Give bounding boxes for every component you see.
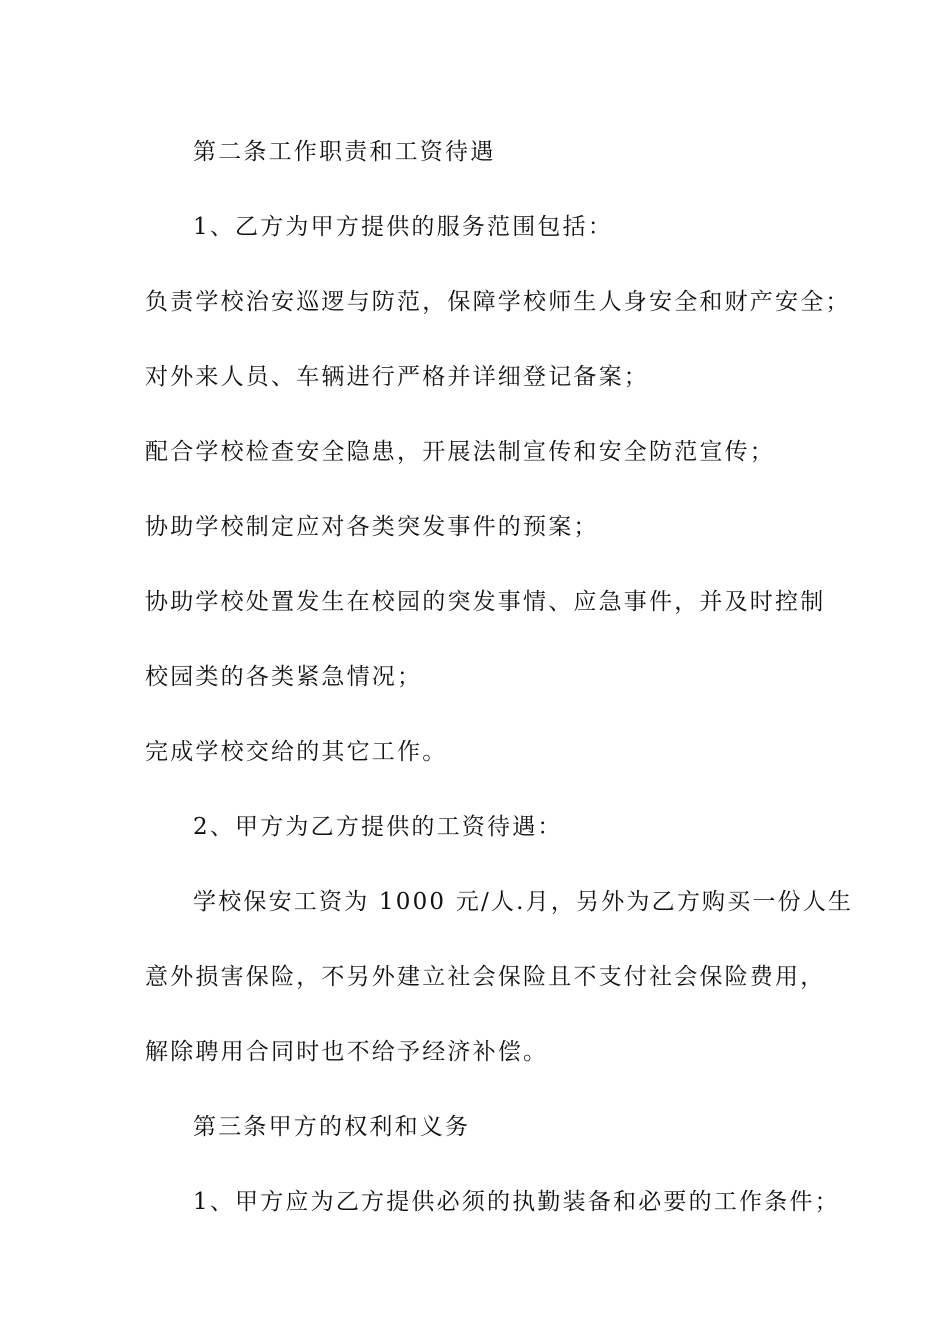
- paragraph-line: 意外损害保险，不另外建立社会保险且不支付社会保险费用，: [145, 964, 826, 990]
- list-item: 协助学校制定应对各类突发事件的预案；: [145, 514, 599, 540]
- list-item-continuation: 校园类的各类紧急情况；: [145, 664, 423, 690]
- section-heading-article-2: 第二条工作职责和工资待遇: [193, 139, 496, 165]
- clause-heading-service-scope: 1、乙方为甲方提供的服务范围包括：: [193, 214, 614, 240]
- section-heading-article-3: 第三条甲方的权利和义务: [193, 1114, 471, 1140]
- clause-party-a-equipment: 1、甲方应为乙方提供必须的执勤装备和必要的工作条件；: [193, 1189, 840, 1215]
- list-item: 配合学校检查安全隐患，开展法制宣传和安全防范宣传；: [145, 439, 775, 465]
- list-item: 协助学校处置发生在校园的突发事情、应急事件，并及时控制: [145, 589, 826, 615]
- list-item: 完成学校交给的其它工作。: [145, 739, 448, 765]
- paragraph-line: 学校保安工资为 1000 元/人.月，另外为乙方购买一份人生: [193, 889, 854, 915]
- paragraph-line: 解除聘用合同时也不给予经济补偿。: [145, 1039, 549, 1065]
- list-item: 对外来人员、车辆进行严格并详细登记备案；: [145, 364, 649, 390]
- clause-heading-salary: 2、甲方为乙方提供的工资待遇：: [193, 814, 563, 840]
- list-item: 负责学校治安巡逻与防范，保障学校师生人身安全和财产安全；: [145, 289, 851, 315]
